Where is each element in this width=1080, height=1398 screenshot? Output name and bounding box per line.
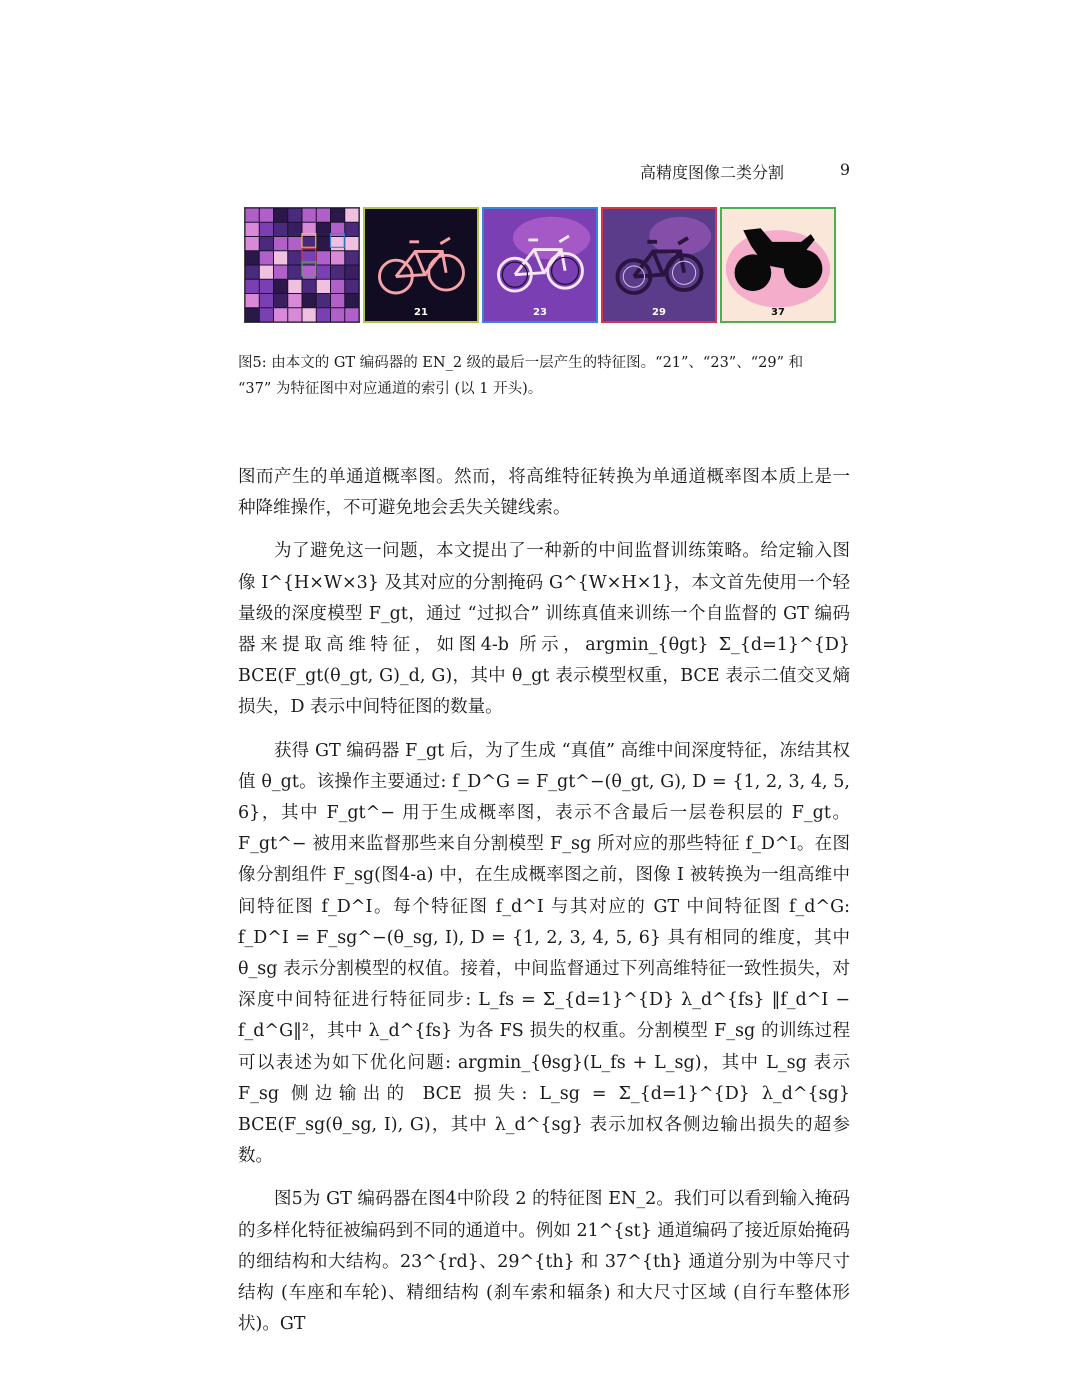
- grid-cell: [288, 223, 301, 236]
- grid-cell: [274, 223, 287, 236]
- grid-cell: [302, 280, 315, 293]
- grid-cell: [331, 208, 344, 221]
- grid-cell: [345, 294, 358, 307]
- grid-cell: [345, 280, 358, 293]
- grid-cell: [260, 294, 273, 307]
- grid-cell: [317, 208, 330, 221]
- bicycle-silhouette-21: [365, 209, 477, 321]
- grid-cell: [245, 237, 258, 250]
- caption-line-2: “37” 为特征图中对应通道的索引 (以 1 开头)。: [238, 381, 543, 397]
- grid-cell: [288, 308, 301, 321]
- grid-cell: [331, 251, 344, 264]
- feature-map-grid: [244, 207, 360, 323]
- grid-cell: [274, 280, 287, 293]
- grid-cell: [317, 280, 330, 293]
- grid-cell: [302, 308, 315, 321]
- grid-cell: [302, 208, 315, 221]
- paragraph-4: 图5为 GT 编码器在图4中阶段 2 的特征图 EN_2。我们可以看到输入掩码的多样化特征被编码到不同的通道中。例如 21^{st} 通道编码了接近原始掩码的细结构和大结构。23^{rd}、29^{th} 和 37^{th} 通道分别为中等尺寸结构 (车座和车轮)、精细结构 (刹车索和辐条) 和大尺寸区域 (自行车整体形状)。GT: [238, 1189, 850, 1335]
- grid-cell: [245, 251, 258, 264]
- grid-cell: [345, 265, 358, 278]
- bicycle-silhouette-37: [722, 209, 834, 321]
- page-number: 9: [839, 160, 850, 179]
- grid-cell: [260, 280, 273, 293]
- feature-map-29: [601, 207, 717, 323]
- grid-cell: [260, 251, 273, 264]
- body-text: [238, 462, 850, 1352]
- grid-cell: [274, 294, 287, 307]
- grid-cell: [345, 251, 358, 264]
- running-header: [640, 160, 850, 183]
- grid-cell: [260, 208, 273, 221]
- grid-cell: [274, 237, 287, 250]
- grid-cell: [274, 208, 287, 221]
- grid-cell: [317, 237, 330, 250]
- paragraph-2: 为了避免这一问题，本文提出了一种新的中间监督训练策略。给定输入图像 I^{H×W×3} 及其对应的分割掩码 G^{W×H×1}，本文首先使用一个轻量级的深度模型 F_gt，通过 “过拟合” 训练真值来训练一个自监督的 GT 编码器来提取高维特征，如图4-b 所示，argmin_{θgt} Σ_{d=1}^{D} BCE(F_gt(θ_gt, G)_d, G)，其中 θ_gt 表示模型权重，BCE 表示二值交叉熵损失，D 表示中间特征图的数量。: [238, 541, 850, 718]
- grid-cell: [345, 208, 358, 221]
- grid-cell: [288, 251, 301, 264]
- grid-cell: [245, 265, 258, 278]
- grid-cell: [260, 237, 273, 250]
- grid-cell: [317, 294, 330, 307]
- feature-map-23: [482, 207, 598, 323]
- grid-cell: [317, 251, 330, 264]
- grid-cell: [345, 237, 358, 250]
- grid-cell: [317, 265, 330, 278]
- feature-map-37: [720, 207, 836, 323]
- grid-cell: [331, 265, 344, 278]
- grid-cell: [302, 294, 315, 307]
- grid-cell: [331, 308, 344, 321]
- grid-cell: [260, 223, 273, 236]
- grid-cell: [274, 265, 287, 278]
- grid-cell: [245, 223, 258, 236]
- tile-label: 23: [533, 307, 547, 318]
- paragraph-1: 图而产生的单通道概率图。然而，将高维特征转换为单通道概率图本质上是一种降维操作，不可避免地会丢失关键线索。: [238, 467, 850, 519]
- bicycle-silhouette-29: [603, 209, 715, 321]
- grid-cell: [288, 294, 301, 307]
- grid-cell: [260, 265, 273, 278]
- grid-cell: [331, 237, 344, 250]
- bicycle-silhouette-23: [484, 209, 596, 321]
- paragraph-3: 获得 GT 编码器 F_gt 后，为了生成 “真值” 高维中间深度特征，冻结其权值 θ_gt。该操作主要通过: f_D^G = F_gt^−(θ_gt, G), D = {1, 2, 3, 4, 5, 6}，其中 F_gt^− 用于生成概率图，表示不含最后一层卷积层的 F_gt。F_gt^− 被用来监督那些来自分割模型 F_sg 所对应的那些特征 f_D^I。在图像分割组件 F_sg(图4-a) 中，在生成概率图之前，图像 I 被转换为一组高维中间特征图 f_D^I。每个特征图 f_d^I 与其对应的 GT 中间特征图 f_d^G: f_D^I = F_sg^−(θ_sg, I), D = {1, 2, 3, 4, 5, 6} 具有相同的维度，其中 θ_sg 表示分割模型的权值。接着，中间监督通过下列高维特征一致性损失，对深度中间特征进行特征同步: L_fs = Σ_{d=1}^{D} λ_d^{fs} ‖f_d^I − f_d^G‖²，其中 λ_d^{fs} 为各 FS 损失的权重。分割模型 F_sg 的训练过程可以表述为如下优化问题: argmin_{θsg}(L_fs + L_sg)，其中 L_sg 表示 F_sg 侧边输出的 BCE 损失: L_sg = Σ_{d=1}^{D} λ_d^{sg} BCE(F_sg(θ_sg, I), G)，其中 λ_d^{sg} 表示加权各侧边输出损失的超参数。: [238, 740, 850, 1167]
- figure-caption: [238, 350, 850, 402]
- grid-cell: [331, 294, 344, 307]
- running-title: 高精度图像二类分割: [640, 163, 785, 182]
- tile-label: 29: [652, 307, 666, 318]
- grid-cell: [317, 308, 330, 321]
- grid-cell: [245, 280, 258, 293]
- grid-cell: [302, 265, 315, 278]
- grid-cell: [345, 308, 358, 321]
- grid-cell: [245, 208, 258, 221]
- grid-cell: [260, 308, 273, 321]
- feature-map-grid-image: [245, 208, 359, 322]
- feature-map-21: [363, 207, 479, 323]
- grid-cell: [317, 223, 330, 236]
- grid-cell: [274, 308, 287, 321]
- feature-map-figure: [244, 207, 844, 325]
- grid-cell: [245, 308, 258, 321]
- tile-label: 21: [414, 307, 428, 318]
- grid-cell: [288, 237, 301, 250]
- grid-cell: [288, 208, 301, 221]
- grid-cell: [288, 280, 301, 293]
- grid-cell: [288, 265, 301, 278]
- caption-line-1: 图5: 由本文的 GT 编码器的 EN_2 级的最后一层产生的特征图。“21”、“23”、“29” 和: [238, 355, 804, 371]
- grid-cell: [274, 251, 287, 264]
- grid-cell: [345, 223, 358, 236]
- tile-label: 37: [771, 307, 785, 318]
- grid-cell: [331, 280, 344, 293]
- grid-cell: [245, 294, 258, 307]
